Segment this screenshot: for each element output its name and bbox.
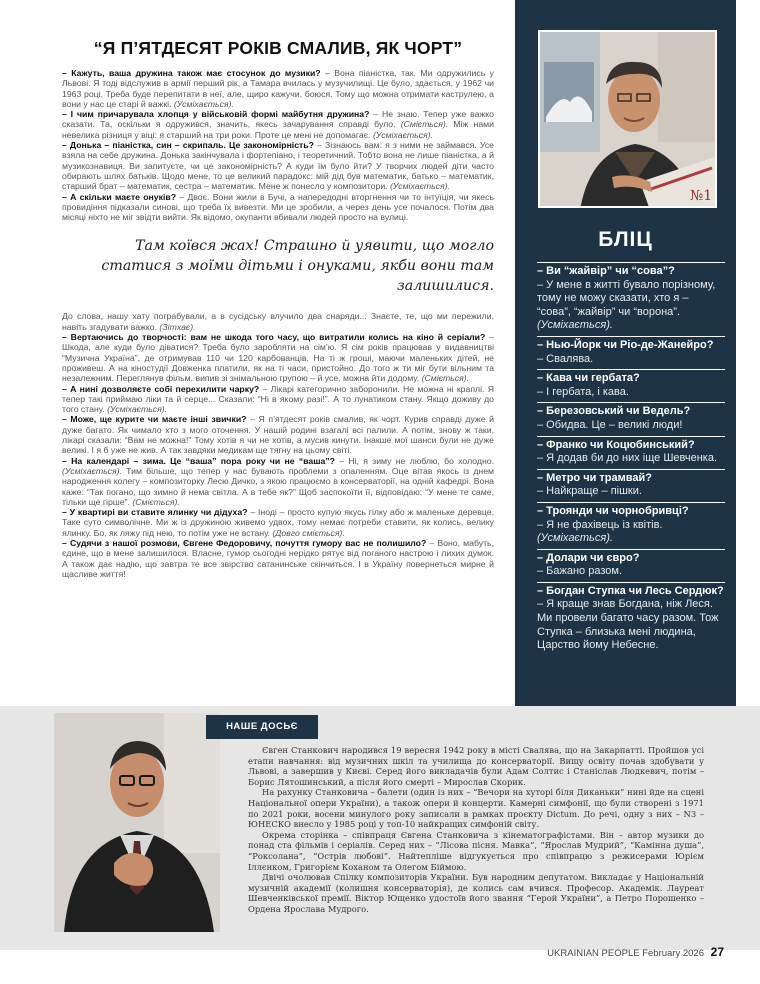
- blitz-answer-text: – Я додав би до них іще Шевченка.: [537, 452, 718, 465]
- interview-block-a: [62, 68, 494, 222]
- blitz-title: БЛІЦ: [598, 228, 653, 251]
- interview-question: – Донька – піаністка, син – скрипаль. Це закономірність?: [62, 140, 314, 151]
- blitz-answer: [537, 386, 725, 400]
- interview-question: – Вертаючись до творчості: вам не шкода того часу, що витратили колись на кіно й серіали?: [62, 332, 486, 343]
- interview-answer-cont: Між нами невелика різниця у віці: я старший на три роки. Проте це мені не допомагає.: [62, 119, 494, 140]
- interview-item: [62, 384, 494, 415]
- interview-item: [62, 192, 494, 223]
- blitz-question: – Франко чи Коцюбинський?: [537, 438, 695, 451]
- dossier-paragraph: Окрема сторінка – співпраця Євгена Станковича з кінематографістами. Він – автор музики до понад ста фільмів і серіалів. Серед них – “Лісова пісня. Мавка”, “Ярослав Мудрий”, “Камінна душа”, “Роксолана”, “Острів любові”. Найтепліше відгукується про співпрацю з режисерами Юрієм Іллєнком, Григорієм Кохaном та Олегом Біймою.: [248, 829, 704, 872]
- blitz-answer-text: – Я не фахівець із квітів.: [537, 518, 663, 531]
- interview-remark: (Усміхається).: [387, 181, 450, 192]
- interview-answer: – Зізнаюсь вам: я з ними не займався. Усе взяла на себе дружина. Донька закінчувала і фортепіано, і теоретичний. Тобто вона не лише піаністка, а й музикознавиця. Ви запитуєте, чи це закономірність? А куди їм було йти? У творчих людей діти часто обирають шлях батьків. Щодо мене, то це великий парадокс: мій дід був математик, батько – математик, старший брат – математик, сестра – математик. Мене ж понесло у композитори.: [62, 140, 494, 192]
- interview-question: – Судячи з нашої розмови, Євгене Федоровичу, почуття гумору вас не полишило?: [62, 537, 427, 548]
- portrait-illustration: [540, 32, 717, 208]
- blitz-answer: [537, 519, 725, 546]
- blitz-item: [537, 336, 725, 369]
- interview-remark: (Сміється).: [395, 119, 449, 130]
- interview-answer: – Лікарі категорично заборонили. Не можна ні краплі. Я тепер такі приймаю ліки та й серце... Сказали: “Ні в якому разі!”. А то лунатиком стану. Якщо доживу до того стану.: [62, 383, 494, 415]
- interview-item: [62, 109, 494, 140]
- interview-remark: (Усміхається).: [370, 129, 433, 140]
- blitz-question: – Троянди чи чорнобривці?: [537, 504, 689, 517]
- dossier-paragraph: Двічі очолював Спілку композиторів України. Був народним депутатом. Викладає у Національній музичній академії (колишня консерваторія), де колись сам вчився. Професор. Академік. Лауреат Шевченківської премії. Віктор Ющенко удостоїв його звання “Герой України”, а Петро Порошенко – Ордена Ярослава Мудрого.: [248, 872, 704, 914]
- blitz-answer: [537, 485, 725, 499]
- blitz-item: [537, 436, 725, 469]
- interview-remark: (Усміхається).: [62, 465, 122, 476]
- dossier-text: [248, 745, 704, 915]
- blitz-item: [537, 402, 725, 435]
- blitz-question: – Богдан Ступка чи Лесь Сердюк?: [537, 584, 724, 597]
- interview-remark: (Усміхається).: [171, 98, 234, 109]
- blitz-answer-text: – Обидва. Це – великі люди!: [537, 418, 683, 431]
- interview-answer: – Я п’ятдесят років смалив, як чорт. Курив справді дуже й дуже багато. Як чимало хто з мого оточення. У нашій родині взагалі всі палили. А потім, знову ж таки, лікарі сказали: “Вам не можна!” Тому хотів я чи не хотів, а мусив кинути. Інакше мої шанси були не дуже великі. І я б уже не жив. А так завдяки медикам ще тягну на цьому світі.: [62, 414, 494, 456]
- blitz-item: [537, 549, 725, 582]
- interview-question: – Може, ще курите чи маєте інші звички?: [62, 414, 247, 425]
- article-column: [62, 38, 494, 579]
- magazine-name: UKRAINIAN PEOPLE: [547, 948, 640, 959]
- blitz-answer-text: – Найкраще – пішки.: [537, 485, 642, 498]
- interview-item: [62, 507, 494, 538]
- interview-intro: [62, 311, 494, 332]
- interview-answer-cont: Тим більше, що тепер у нас бувають проблеми з опаленням. Оце вітав якось із днем народження колегу – композиторку Лесю Дичко, з якою працюємо в консерваторії, на одній кафедрі. Вона каже: “Так погано, що зимно й нема світла. А в тебе як?” Щоб заспокоїти її, відповідаю: “У мене те саме, тільки ще гірше”.: [62, 465, 494, 507]
- interview-answer: – Не знаю. Тепер уже важко сказати. Та, оскільки я одружився, значить, якесь зачарування справді було.: [62, 109, 495, 130]
- blitz-item: [537, 582, 725, 656]
- blitz-sidebar: [515, 0, 736, 706]
- interview-item: [62, 538, 494, 579]
- blitz-answer-text: – У мене в житті бувало порізному, тому не можу сказати, хто я – “сова”, “жайвір” чи “ворона”.: [537, 278, 716, 318]
- pull-quote: Там коївся жах! Страшно й уявити, що могло статися з моїми дітьми і онуками, якби вони там залишилися.: [101, 238, 494, 295]
- blitz-question: – Нью-Йорк чи Ріо-де-Жанейро?: [537, 338, 714, 351]
- interview-remark: (Сміється).: [419, 373, 470, 384]
- interview-item: [62, 140, 494, 191]
- blitz-item: [537, 502, 725, 549]
- blitz-answer-text: – Свалява.: [537, 352, 594, 365]
- interview-question: – На календарі – зима. Це “ваша” пора року чи не “ваша”?: [62, 455, 335, 466]
- intro-remark: (Зітхає).: [157, 321, 196, 332]
- issue-date: February 2026: [642, 948, 704, 959]
- dossier-paragraph: Євген Станкович народився 19 вересня 1942 року в місті Свалява, що на Закарпатті. Пройшов усі етапи навчання: від музичних шкіл та училища до консерваторії. Вищу освіту почав здобувати у Львові, а завершив у Києві. Серед його викладачів були Адам Солтис і Станіслав Людкевич, потім – Борис Лятошинський, а після його смерті – Мирослав Скорик.: [248, 745, 704, 787]
- interview-remark: (Сміється).: [129, 496, 180, 507]
- blitz-question: – Ви “жайвір” чи “сова”?: [537, 265, 675, 277]
- blitz-answer-text: – Бажано разом.: [537, 565, 623, 578]
- interview-remark: (Усміхається).: [104, 404, 168, 415]
- interview-question: – А скільки маєте онуків?: [62, 191, 177, 202]
- blitz-list: [537, 262, 725, 656]
- blitz-question: – Долари чи євро?: [537, 551, 640, 564]
- interview-item: [62, 68, 494, 109]
- interview-answer: – Шкода, але куди було діватися? Треба було заробляти на сім’ю. Я сім років працював у видавництві “Музична Україна”, де отримував 110 чи 120 карбованців. На ті ж гроші, маючи маленьких дітей, не проживеш. А на кіностудії Довженка платили, як на ті часи, пристойно. До того ж ти міг бути вільним та незалежним. Переглянув фільм, випив зі знімальною групою – й усе, можна йти додому.: [62, 332, 494, 384]
- interview-answer: – Воно, мабуть, єдине, що в мене залишилося. Власне, гумор сьогодні нерідко рятує від поганого настрою і лихих думок. А також дає надію, що завтра те все звірство сатанинське скінчиться. І в Україну повернеться мирне й щасливе життя!: [62, 537, 494, 579]
- blitz-answer: [537, 279, 725, 333]
- interview-item: [62, 414, 494, 455]
- blitz-answer-text: – І гербата, і кава.: [537, 385, 629, 398]
- blitz-answer: [537, 598, 725, 652]
- blitz-remark: (Усміхається).: [537, 532, 613, 545]
- interview-answer: – Ні, я зиму не люблю, бо холодно.: [334, 455, 494, 466]
- svg-text:№1: №1: [690, 188, 713, 204]
- blitz-answer: [537, 565, 725, 579]
- dossier-tag: НАШЕ ДОСЬЄ: [206, 715, 318, 739]
- interview-question: – Кажуть, ваша дружина також має стосунок до музики?: [62, 68, 321, 78]
- interview-answer: – Вона піаністка, так. Ми одружились у Львові. Я тоді відслужив в армії перший рік, а Тамара вчилась у музучилищі. Це було, здається, у 1962 чи 1963 році. Треба буде перепитати в неї, але, щиро кажучи, боюся. Тому що можна отримати каструлею, а вони у нас це старі й важкі.: [62, 68, 494, 109]
- blitz-remark: (Усміхається).: [537, 319, 613, 332]
- interview-block-b: [62, 332, 494, 579]
- blitz-item: [537, 469, 725, 502]
- blitz-question: – Метро чи трамвай?: [537, 471, 652, 484]
- dossier-photo: [54, 713, 220, 932]
- dossier-paragraph: На рахунку Станковича – балети (один із них – “Вечори на хуторі біля Диканьки” нині йде на сцені Національної опери України), а також опери й концерти. Камерні симфонії, що були створені з 1971 по 2021 роки, восени минулого року записали в рамках проєкту Dictum. До речі, одну з них – N3 – ЮНЕСКО внесло у 1985 році у топ-10 найкращих симфоній світу.: [248, 787, 704, 830]
- dossier-photo-illustration: [54, 713, 220, 932]
- blitz-item: [537, 262, 725, 336]
- interview-question: – А нині дозволяєте собі перехилити чарку?: [62, 383, 260, 394]
- page-footer: [547, 945, 724, 959]
- blitz-question: – Березовський чи Ведель?: [537, 405, 691, 418]
- interview-answer: – Двоє. Вони жили в Бучі, а напередодні вторгнення чи то інтуїція, чи якесь провидіння підказали синові, що треба їх вивезти. Ми це зробили, а через день усе почалося. Потім два місяці ніхто не міг звідти вийти. Як відомо, окупанти вбивали людей просто на вулиці.: [62, 191, 494, 223]
- interview-item: [62, 332, 494, 383]
- interview-question: – І чим причарувала хлопця у військовій формі майбутня дружина?: [62, 109, 370, 120]
- interview-answer: – Іноді – просто купую якусь гілку або ж маленьке деревце. Таке суто символічне. Ми ж із дружиною живемо удвох, тому немає потреби ставити, як колись, велику ялинку. Бо, як ляжу під нею, то потім уже не встану.: [62, 507, 495, 538]
- blitz-item: [537, 369, 725, 402]
- page-number: 27: [710, 945, 724, 959]
- blitz-answer: [537, 419, 725, 433]
- interview-item: [62, 456, 494, 507]
- portrait-photo: [538, 30, 717, 208]
- blitz-answer: [537, 353, 725, 367]
- interview-question: – У квартирі ви ставите ялинку чи дідуха?: [62, 507, 248, 518]
- blitz-answer-text: – Я краще знав Богдана, ніж Леся. Ми провели багато часу разом. Тож Ступка – близька мені людина, Царство йому Небесне.: [537, 598, 719, 652]
- blitz-question: – Кава чи гербата?: [537, 372, 640, 385]
- article-headline: “Я П’ЯТДЕСЯТ РОКІВ СМАЛИВ, ЯК ЧОРТ”: [93, 38, 463, 58]
- intro-text: До слова, нашу хату пограбували, а в сусідську влучило два снаряди... Знаєте, те, що ми пережили, навіть згадувати важко.: [62, 311, 494, 332]
- blitz-answer: [537, 452, 725, 466]
- interview-remark: (Довго сміється).: [270, 527, 345, 538]
